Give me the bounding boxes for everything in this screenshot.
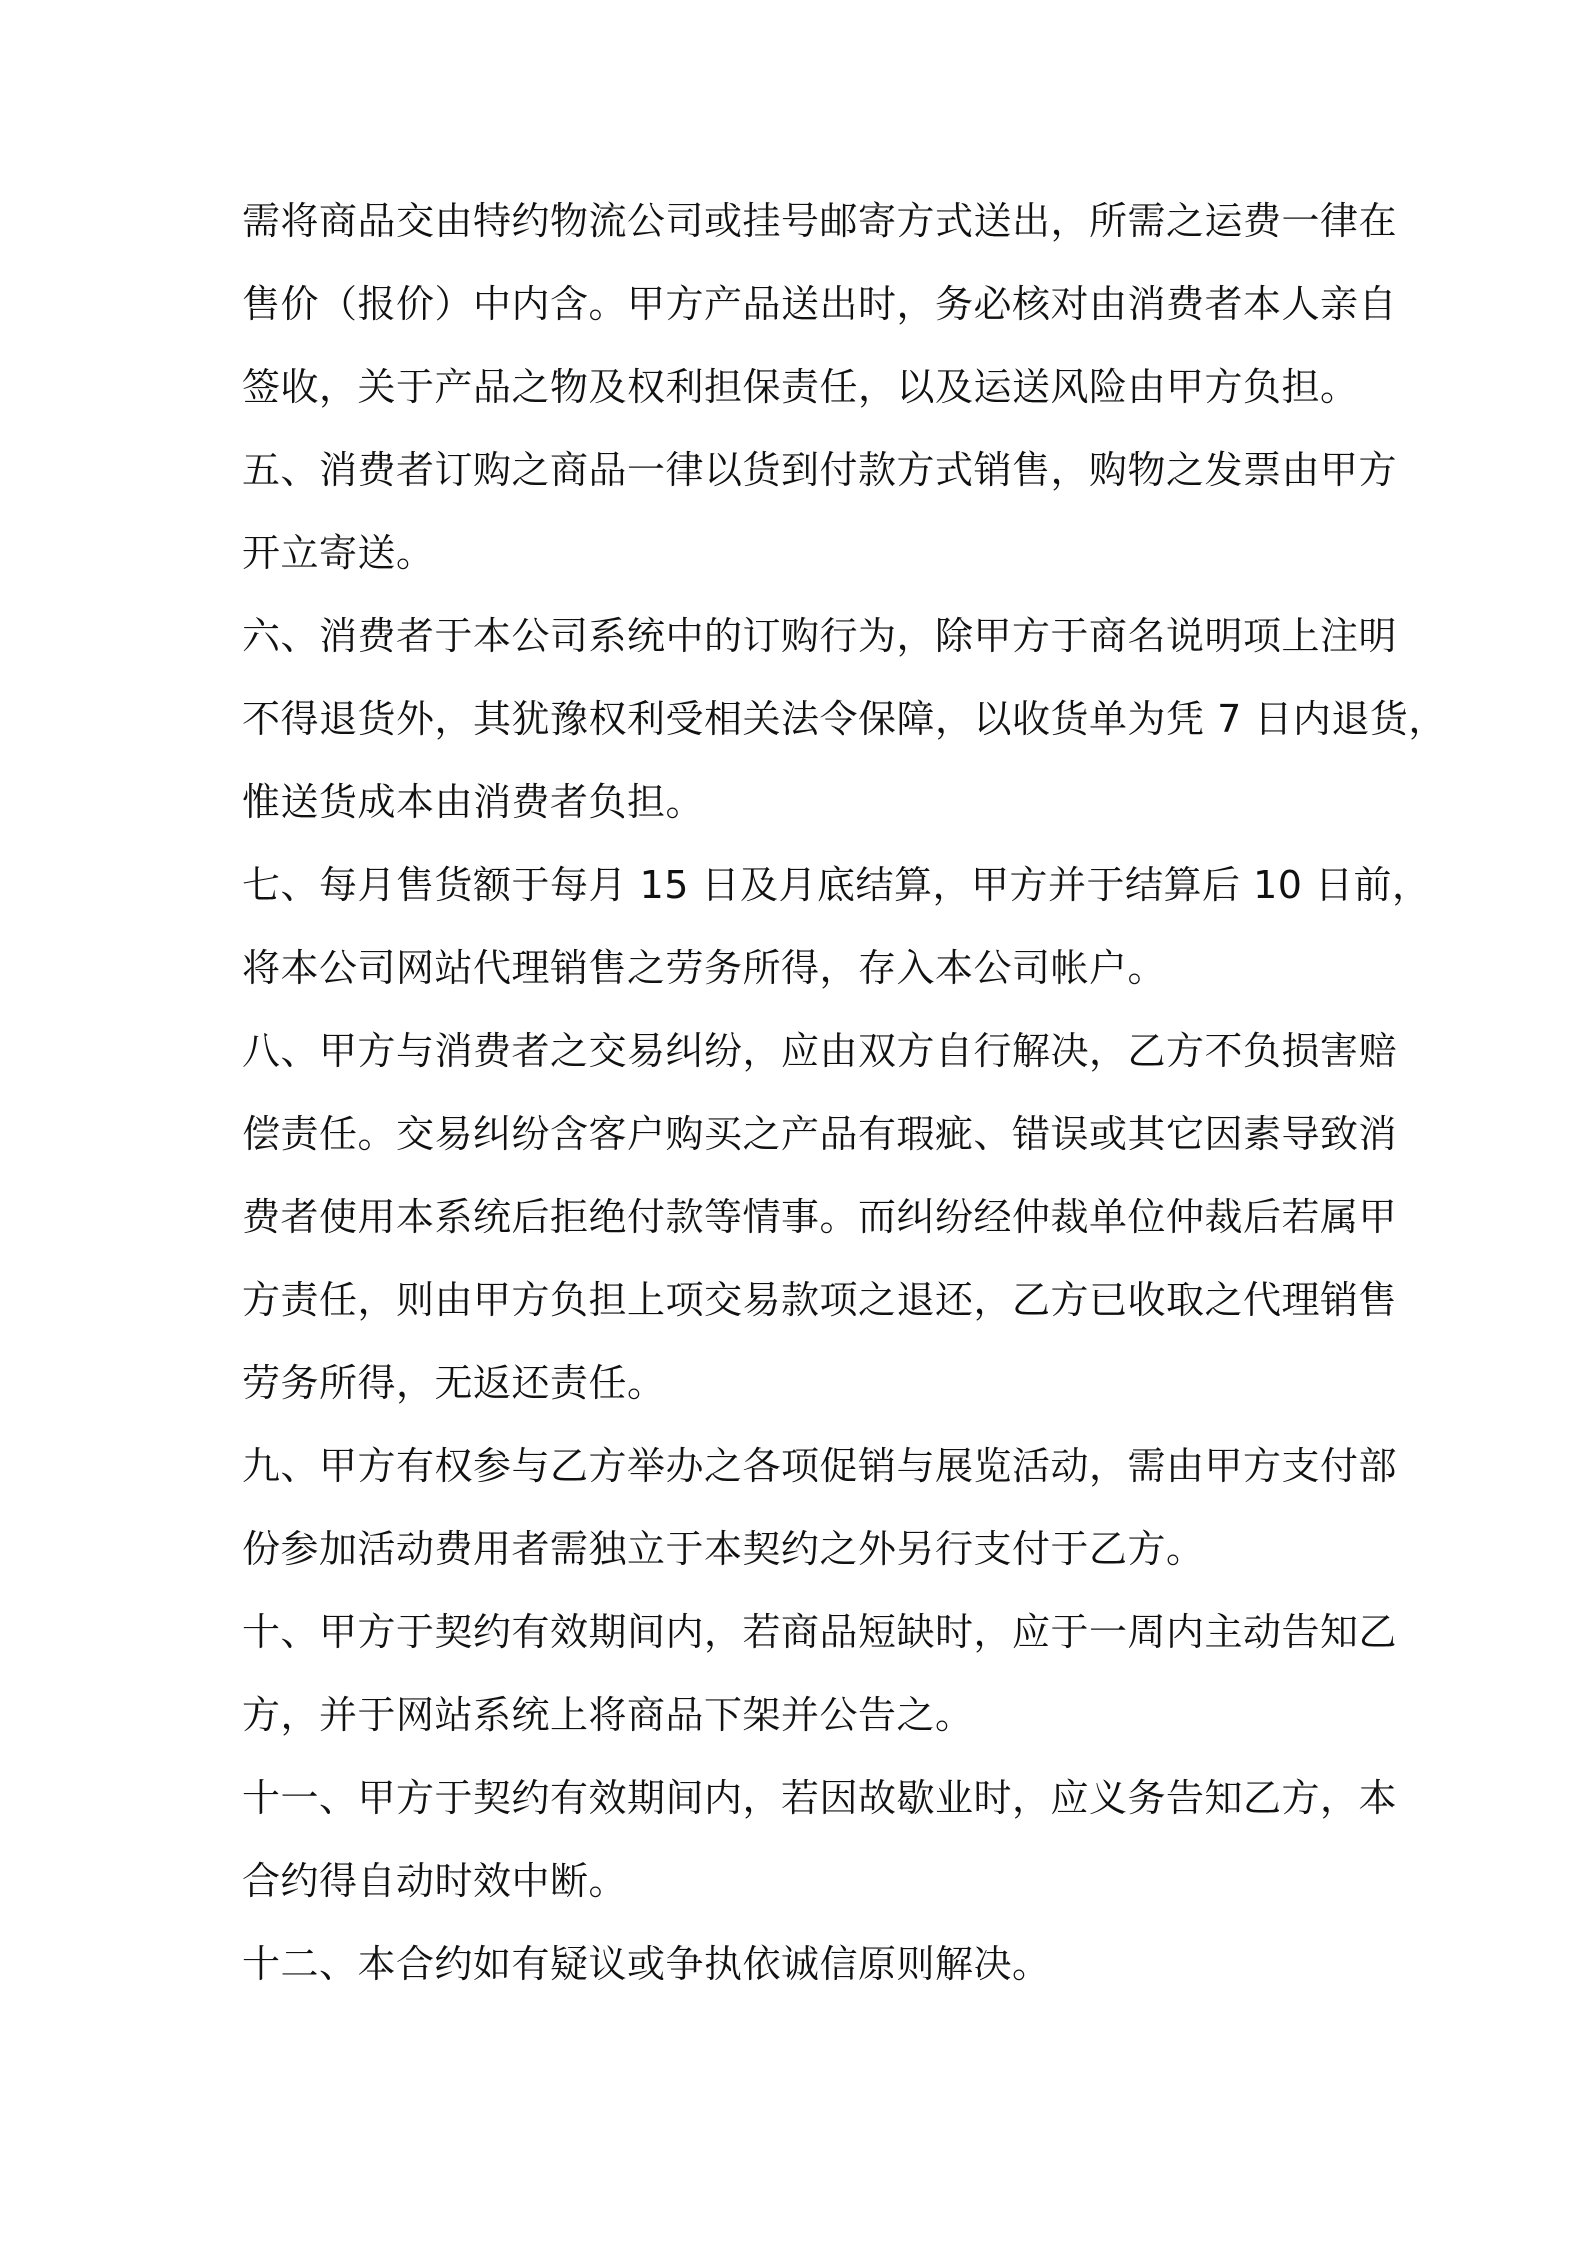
clause-8	[242, 1026, 1398, 1441]
text-line: 签收，关于产品之物及权利担保责任，以及运送风险由甲方负担。	[242, 365, 1359, 409]
text-line: 惟送货成本由消费者负担。	[242, 780, 705, 824]
text-line: 十二、本合约如有疑议或争执依诚信原则解决。	[242, 1942, 1051, 1986]
clause-10	[242, 1607, 1398, 1773]
text-line: 方责任，则由甲方负担上项交易款项之退还，乙方已收取之代理销售	[242, 1278, 1398, 1322]
text-line: 费者使用本系统后拒绝付款等情事。而纠纷经仲裁单位仲裁后若属甲	[242, 1195, 1398, 1239]
text-line: 开立寄送。	[242, 531, 435, 575]
clause-12	[242, 1939, 1360, 2022]
text-line: 需将商品交由特约物流公司或挂号邮寄方式送出，所需之运费一律在	[242, 199, 1398, 243]
text-line: 七、每月售货额于每月 15 日及月底结算，甲方并于结算后 10 日前，	[242, 863, 1431, 907]
text-line: 偿责任。交易纠纷含客户购买之产品有瑕疵、错误或其它因素导致消	[242, 1112, 1398, 1156]
clause-6	[242, 611, 1447, 860]
clause-9	[242, 1441, 1398, 1607]
text-line: 份参加活动费用者需独立于本契约之外另行支付于乙方。	[242, 1527, 1205, 1571]
text-line: 十一、甲方于契约有效期间内，若因故歇业时，应义务告知乙方，本	[242, 1776, 1398, 1820]
text-line: 合约得自动时效中断。	[242, 1859, 628, 1903]
text-line: 方，并于网站系统上将商品下架并公告之。	[242, 1693, 974, 1737]
text-line: 六、消费者于本公司系统中的订购行为，除甲方于商名说明项上注明	[242, 614, 1398, 658]
clause-5	[242, 445, 1398, 611]
text-line: 不得退货外，其犹豫权利受相关法令保障，以收货单为凭 7 日内退货，	[242, 697, 1447, 741]
text-line: 劳务所得，无返还责任。	[242, 1361, 666, 1405]
contract-body	[242, 196, 1447, 2022]
text-line: 售价（报价）中内含。甲方产品送出时，务必核对由消费者本人亲自	[242, 282, 1398, 326]
text-line: 五、消费者订购之商品一律以货到付款方式销售，购物之发票由甲方	[242, 448, 1398, 492]
clause-11	[242, 1773, 1398, 1939]
text-line: 八、甲方与消费者之交易纠纷，应由双方自行解决，乙方不负损害赔	[242, 1029, 1398, 1073]
clause-7	[242, 860, 1431, 1026]
text-line: 十、甲方于契约有效期间内，若商品短缺时，应于一周内主动告知乙	[242, 1610, 1398, 1654]
text-line: 九、甲方有权参与乙方举办之各项促销与展览活动，需由甲方支付部	[242, 1444, 1398, 1488]
clause-shipping-continued	[242, 196, 1398, 445]
text-line: 将本公司网站代理销售之劳务所得，存入本公司帐户。	[242, 946, 1167, 990]
